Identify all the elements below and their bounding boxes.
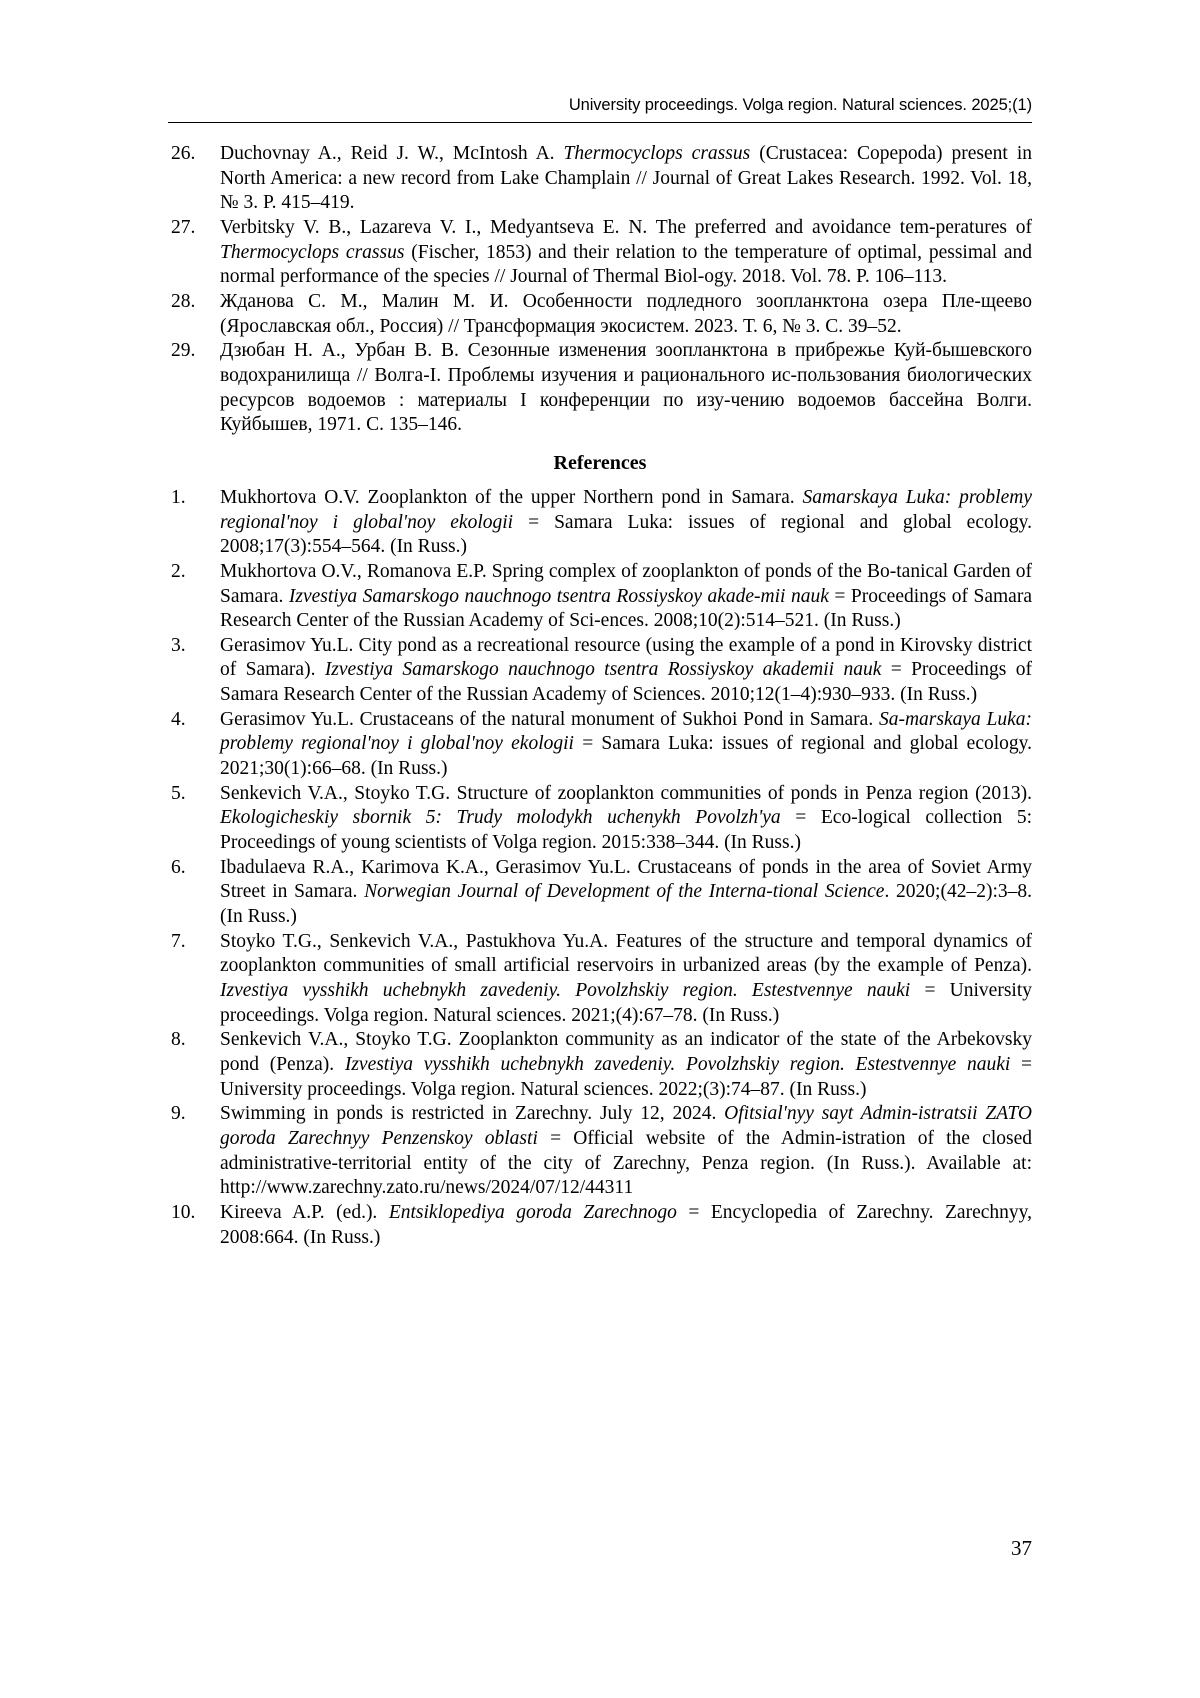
reference-item [168, 486, 1032, 560]
references-heading: References [553, 451, 647, 474]
reference-item [168, 708, 1032, 782]
reference-number: 28. [171, 290, 196, 312]
reference-number: 29. [171, 340, 196, 362]
reference-number: 10. [171, 1201, 196, 1223]
reference-number: 6. [171, 856, 186, 878]
reference-text: Duchovnay A., Reid J. W., McIntosh A. Thermocyclops crassus (Crustacea: Copepoda) present in North America: a new record from Lake Champlain // Journal of Great Lakes Research. 1992. Vol. 18, № 3. P. 415–419. [220, 143, 1033, 214]
reference-item [168, 216, 1032, 290]
reference-number: 5. [171, 782, 186, 804]
reference-item [168, 930, 1032, 1029]
reference-text: Gerasimov Yu.L. Crustaceans of the natural monument of Sukhoi Pond in Samara. Sa-marskaya Luka: problemy regional'noy i global'noy ekologii = Samara Luka: issues of regional and global ecology. 2021;30(1):66–68. (In Russ.) [220, 708, 1033, 780]
reference-text: Дзюбан Н. А., Урбан В. В. Сезонные изменения зоопланктона в прибрежье Куй-бышевского водохранилища // Волга-I. Проблемы изучения и рационального ис-пользования биологических ресурсов водоемов : материалы I конференции по изу-чению водоемов бассейна Волги. Куйбышев, 1971. С. 135–146. [220, 340, 1032, 436]
reference-number: 1. [171, 486, 186, 508]
reference-number: 26. [171, 143, 196, 164]
reference-item [168, 1102, 1032, 1201]
reference-text: Stoyko T.G., Senkevich V.A., Pastukhova Yu.A. Features of the structure and temporal dynamics of zooplankton communities of small artificial reservoirs in urbanized areas (by the example of Penza). Izvestiya vysshikh uchebnykh zavedeniy. Povolzhskiy region. Estestvennye nauki = University proceedings. Volga region. Natural sciences. 2021;(4):67–78. (In Russ.) [220, 930, 1032, 1026]
reference-text: Senkevich V.A., Stoyko T.G. Structure of zooplankton communities of ponds in Penza region (2013). Ekologicheskiy sbornik 5: Trudy molodykh uchenykh Povolzh'ya = Eco-logical collection 5: Proceedings of young scientists of Volga region. 2015:338–344. (In Russ.) [220, 782, 1032, 854]
reference-text: Mukhortova O.V., Romanova E.P. Spring complex of zooplankton of ponds of the Bo-tanical Garden of Samara. Izvestiya Samarskogo nauchnogo tsentra Rossiyskoy akade-mii nauk = Proceedings of Samara Research Center of the Russian Academy of Sci-ences. 2008;10(2):514–521. (In Russ.) [220, 560, 1032, 632]
reference-text: Senkevich V.A., Stoyko T.G. Zooplankton community as an indicator of the state of the Arbekovsky pond (Penza). Izvestiya vysshikh uchebnykh zavedeniy. Povolzhskiy region. Estestvennye nauki = University proceedings. Volga region. Natural sciences. 2022;(3):74–87. (In Russ.) [220, 1029, 1032, 1100]
reference-item [168, 856, 1032, 930]
reference-number: 3. [171, 634, 186, 656]
reference-item [168, 1028, 1032, 1102]
reference-item [168, 290, 1032, 339]
reference-number: 2. [171, 560, 186, 582]
reference-number: 27. [171, 216, 196, 238]
reference-number: 4. [171, 708, 186, 730]
reference-text: Gerasimov Yu.L. City pond as a recreational resource (using the example of a pond in Kirovsky district of Samara). Izvestiya Samarskogo nauchnogo tsentra Rossiyskoy akademii nauk = Proceedings of Samara Research Center of the Russian Academy of Sciences. 2010;12(1–4):930–933. (In Russ.) [220, 634, 1032, 706]
reference-item [168, 560, 1032, 634]
reference-number: 9. [171, 1103, 186, 1125]
page-content [168, 142, 1032, 1250]
page-number: 37 [1011, 1536, 1032, 1560]
header-divider [168, 122, 1032, 123]
reference-text: Ibadulaeva R.A., Karimova K.A., Gerasimov Yu.L. Crustaceans of ponds in the area of Soviet Army Street in Samara. Norwegian Journal of Development of the Interna-tional Science. 2020;(42–2):3–8. (In Russ.) [220, 856, 1033, 928]
cyrillic-reference-list [168, 142, 1032, 438]
reference-text: Жданова С. М., Малин М. И. Особенности подледного зоопланктона озера Пле-щеево (Ярославская обл., Россия) // Трансформация экосистем. 2023. Т. 6, № 3. С. 39–52. [220, 290, 1032, 337]
reference-item [168, 1201, 1032, 1250]
reference-text: Mukhortova O.V. Zooplankton of the upper Northern pond in Samara. Samarskaya Luka: problemy regional'noy i global'noy ekologii = Samara Luka: issues of regional and global ecology. 2008;17(3):554–564. (In Russ.) [220, 486, 1032, 558]
reference-number: 8. [171, 1029, 186, 1051]
running-head: University proceedings. Volga region. Natural sciences. 2025;(1) [568, 96, 1032, 114]
reference-text: Kireeva A.P. (ed.). Entsiklopediya goroda Zarechnogo = Encyclopedia of Zarechny. Zarechnyy, 2008:664. (In Russ.) [220, 1201, 1032, 1248]
reference-number: 7. [171, 930, 186, 952]
reference-item [168, 782, 1032, 856]
reference-item [168, 634, 1032, 708]
reference-text: Verbitsky V. B., Lazareva V. I., Medyantseva E. N. The preferred and avoidance tem-peratures of Thermocyclops crassus (Fischer, 1853) and their relation to the temperature of optimal, pessimal and normal performance of the species // Journal of Thermal Biol-ogy. 2018. Vol. 78. P. 106–113. [220, 216, 1033, 288]
reference-text: Swimming in ponds is restricted in Zarechny. July 12, 2024. Ofitsial'nyy sayt Admin-istratsii ZATO goroda Zarechnyy Penzenskoy oblasti = Official website of the Admin-istration of the closed administrative-territorial entity of the city of Zarechny, Penza region. (In Russ.). Available at: http://www.zarechny.zato.ru/news/2024/07/12/44311 [220, 1103, 1032, 1199]
reference-item [168, 142, 1032, 216]
reference-item [168, 339, 1032, 438]
english-reference-list [168, 486, 1032, 1250]
